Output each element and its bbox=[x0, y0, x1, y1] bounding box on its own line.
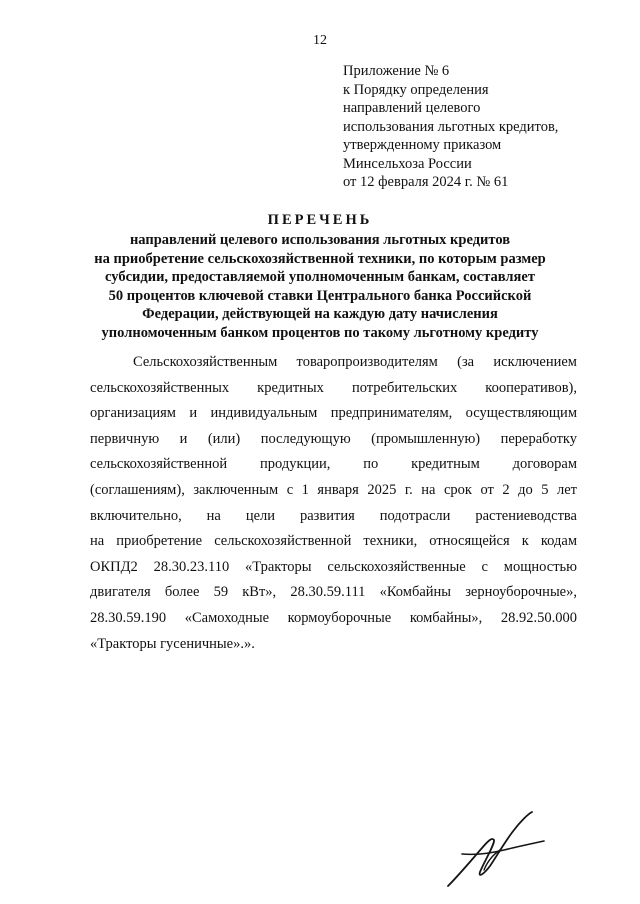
body-line: сельскохозяйственной продукции, по кредитным договорам bbox=[90, 456, 577, 473]
appendix-line: использования льготных кредитов, bbox=[343, 118, 559, 135]
body-line: включительно, на цели развития подотрасли растениеводства bbox=[90, 507, 577, 524]
appendix-line: Минсельхоза России bbox=[343, 155, 472, 172]
body-line: первичную и (или) последующую (промышленную) переработку bbox=[90, 430, 577, 447]
appendix-line: утвержденному приказом bbox=[343, 137, 502, 153]
body-line: «Тракторы гусеничные».». bbox=[90, 635, 255, 652]
document-title: ПЕРЕЧЕНЬ bbox=[267, 212, 373, 228]
appendix-line: от 12 февраля 2024 г. № 61 bbox=[343, 174, 509, 190]
appendix-line: направлений целевого bbox=[343, 100, 481, 116]
body-line: сельскохозяйственных кредитных потребительских кооперативов), bbox=[90, 379, 577, 396]
body-line: организациям и индивидуальным предпринимателям, осуществляющим bbox=[90, 405, 577, 422]
body-line: (соглашениям), заключенным с 1 января 2025 г. на срок от 2 до 5 лет bbox=[90, 481, 577, 498]
appendix-line: к Порядку определения bbox=[343, 81, 489, 98]
body-line: 28.30.59.190 «Самоходные кормоуборочные комбайны», 28.92.50.000 bbox=[90, 609, 577, 626]
appendix-header bbox=[343, 62, 633, 192]
body-line: двигателя более 59 кВт», 28.30.59.111 «Комбайны зерноуборочные», bbox=[90, 584, 577, 601]
appendix-line: Приложение № 6 bbox=[343, 63, 450, 79]
page-number: 12 bbox=[313, 33, 327, 48]
subtitle-line: Федерации, действующей на каждую дату начисления bbox=[142, 306, 498, 322]
subtitle-line: на приобретение сельскохозяйственной техники, по которым размер bbox=[94, 250, 546, 267]
subtitle-line: направлений целевого использования льготных кредитов bbox=[129, 232, 511, 248]
subtitle-line: субсидии, предоставляемой уполномоченным банкам, составляет bbox=[105, 269, 535, 285]
subtitle-line: уполномоченным банком процентов по такому льготному кредиту bbox=[101, 324, 539, 341]
document-subtitle bbox=[60, 231, 580, 342]
signature-image bbox=[440, 810, 550, 890]
body-line: Сельскохозяйственным товаропроизводителям (за исключением bbox=[133, 354, 577, 370]
body-line: ОКПД2 28.30.23.110 «Тракторы сельскохозяйственные с мощностью bbox=[90, 558, 577, 575]
subtitle-line: 50 процентов ключевой ставки Центрального банка Российской bbox=[108, 287, 532, 304]
body-paragraph bbox=[90, 350, 577, 657]
body-line: на приобретение сельскохозяйственной техники, относящейся к кодам bbox=[90, 533, 577, 550]
